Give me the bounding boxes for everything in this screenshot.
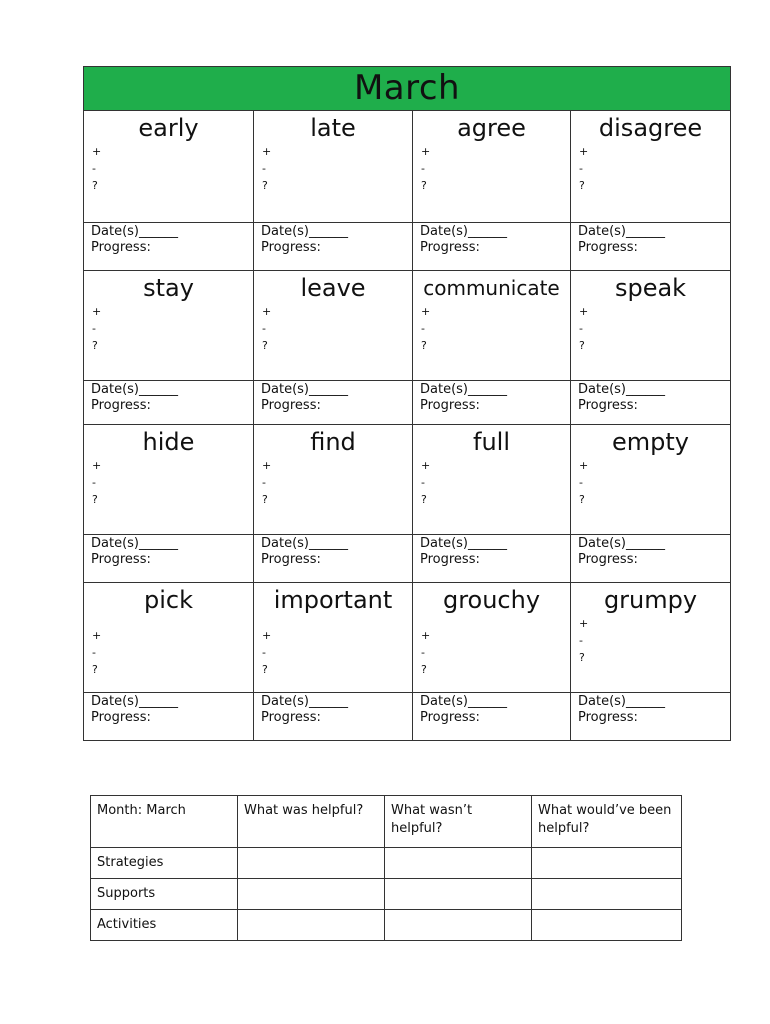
minus-mark: -: [421, 162, 425, 175]
dates-label: Date(s)______: [578, 536, 665, 551]
dates-label: Date(s)______: [261, 694, 348, 709]
rating-marks: [254, 457, 412, 508]
review-cell[interactable]: [532, 848, 682, 879]
date-progress-cell: [571, 223, 731, 271]
dates-label: Date(s)______: [420, 382, 507, 397]
minus-mark: -: [262, 476, 266, 489]
rating-marks: [571, 143, 730, 194]
minus-mark: -: [579, 476, 583, 489]
plus-mark: +: [579, 459, 589, 472]
word-cell: [413, 583, 571, 693]
question-mark: ?: [262, 493, 268, 506]
plus-mark: +: [92, 145, 102, 158]
word-label: important: [273, 586, 393, 614]
plus-mark: +: [262, 459, 272, 472]
minus-mark: -: [579, 162, 583, 175]
plus-mark: +: [421, 145, 431, 158]
progress-label: Progress:: [261, 240, 321, 255]
plus-mark: +: [579, 617, 589, 630]
progress-label: Progress:: [420, 240, 480, 255]
word-label: pick: [144, 586, 193, 614]
review-row-label: Strategies: [91, 848, 238, 879]
review-header-would-have-helped: What would’ve been helpful?: [532, 796, 682, 848]
dates-label: Date(s)______: [261, 224, 348, 239]
review-header-not-helpful: What wasn’t helpful?: [385, 796, 532, 848]
word-label: speak: [614, 274, 687, 302]
question-mark: ?: [579, 493, 585, 506]
review-cell[interactable]: [532, 879, 682, 910]
date-progress-cell: [84, 381, 254, 425]
word-cell: [571, 583, 731, 693]
review-cell[interactable]: [385, 910, 532, 941]
dates-label: Date(s)______: [91, 536, 178, 551]
date-progress-cell: [254, 381, 413, 425]
dates-label: Date(s)______: [91, 224, 178, 239]
minus-mark: -: [262, 322, 266, 335]
rating-marks: [254, 143, 412, 194]
word-label: stay: [143, 274, 194, 302]
progress-label: Progress:: [420, 398, 480, 413]
minus-mark: -: [421, 476, 425, 489]
word-label: empty: [612, 428, 690, 456]
dates-label: Date(s)______: [578, 694, 665, 709]
word-label: communicate: [423, 276, 560, 300]
dates-label: Date(s)______: [420, 694, 507, 709]
word-cell: [254, 425, 413, 535]
minus-mark: -: [92, 322, 96, 335]
rating-marks: [413, 303, 570, 354]
question-mark: ?: [92, 663, 98, 676]
progress-label: Progress:: [261, 552, 321, 567]
dates-label: Date(s)______: [91, 382, 178, 397]
word-label: early: [138, 114, 199, 142]
question-mark: ?: [421, 179, 427, 192]
date-progress-cell: [571, 693, 731, 741]
question-mark: ?: [421, 339, 427, 352]
question-mark: ?: [92, 179, 98, 192]
question-mark: ?: [92, 339, 98, 352]
word-label: disagree: [598, 114, 703, 142]
question-mark: ?: [262, 179, 268, 192]
word-cell: [84, 425, 254, 535]
word-label: agree: [457, 114, 526, 142]
dates-label: Date(s)______: [578, 224, 665, 239]
word-cell: [254, 111, 413, 223]
word-cell: [84, 583, 254, 693]
dates-label: Date(s)______: [578, 382, 665, 397]
progress-label: Progress:: [578, 398, 638, 413]
word-cell: [254, 271, 413, 381]
progress-label: Progress:: [578, 710, 638, 725]
review-row-label: Supports: [91, 879, 238, 910]
dates-label: Date(s)______: [261, 536, 348, 551]
progress-label: Progress:: [91, 240, 151, 255]
plus-mark: +: [421, 305, 431, 318]
date-progress-cell: [84, 535, 254, 583]
review-cell[interactable]: [532, 910, 682, 941]
plus-mark: +: [421, 459, 431, 472]
word-cell: [571, 271, 731, 381]
rating-marks: [84, 627, 253, 678]
rating-marks: [84, 143, 253, 194]
minus-mark: -: [92, 476, 96, 489]
word-cell: [254, 583, 413, 693]
monthly-review-table: [90, 795, 682, 941]
word-label: find: [310, 428, 356, 456]
minus-mark: -: [92, 646, 96, 659]
question-mark: ?: [421, 663, 427, 676]
word-cell: [84, 271, 254, 381]
question-mark: ?: [92, 493, 98, 506]
plus-mark: +: [421, 629, 431, 642]
review-cell[interactable]: [385, 848, 532, 879]
question-mark: ?: [262, 339, 268, 352]
dates-label: Date(s)______: [91, 694, 178, 709]
plus-mark: +: [262, 145, 272, 158]
word-label: leave: [300, 274, 366, 302]
month-title: March: [84, 67, 731, 111]
progress-label: Progress:: [420, 552, 480, 567]
date-progress-cell: [84, 223, 254, 271]
plus-mark: +: [262, 305, 272, 318]
question-mark: ?: [579, 339, 585, 352]
word-label: full: [473, 428, 510, 456]
date-progress-cell: [413, 381, 571, 425]
word-cell: [84, 111, 254, 223]
word-cell: [571, 425, 731, 535]
word-label: hide: [142, 428, 195, 456]
progress-label: Progress:: [91, 710, 151, 725]
date-progress-cell: [413, 223, 571, 271]
date-progress-cell: [84, 693, 254, 741]
word-cell: [413, 111, 571, 223]
plus-mark: +: [92, 459, 102, 472]
progress-label: Progress:: [578, 552, 638, 567]
minus-mark: -: [92, 162, 96, 175]
question-mark: ?: [579, 651, 585, 664]
progress-label: Progress:: [578, 240, 638, 255]
plus-mark: +: [262, 629, 272, 642]
plus-mark: +: [92, 629, 102, 642]
rating-marks: [84, 303, 253, 354]
plus-mark: +: [579, 305, 589, 318]
review-cell[interactable]: [238, 848, 385, 879]
review-header-helpful: What was helpful?: [238, 796, 385, 848]
question-mark: ?: [421, 493, 427, 506]
rating-marks: [571, 457, 730, 508]
review-cell[interactable]: [238, 879, 385, 910]
rating-marks: [254, 627, 412, 678]
progress-label: Progress:: [91, 552, 151, 567]
word-cell: [413, 271, 571, 381]
minus-mark: -: [262, 646, 266, 659]
vocabulary-grid: [83, 66, 731, 741]
minus-mark: -: [421, 646, 425, 659]
date-progress-cell: [254, 223, 413, 271]
date-progress-cell: [254, 535, 413, 583]
dates-label: Date(s)______: [261, 382, 348, 397]
review-cell[interactable]: [238, 910, 385, 941]
dates-label: Date(s)______: [420, 536, 507, 551]
question-mark: ?: [262, 663, 268, 676]
question-mark: ?: [579, 179, 585, 192]
rating-marks: [413, 143, 570, 194]
minus-mark: -: [579, 322, 583, 335]
date-progress-cell: [413, 535, 571, 583]
rating-marks: [571, 615, 730, 666]
minus-mark: -: [421, 322, 425, 335]
word-cell: [413, 425, 571, 535]
rating-marks: [571, 303, 730, 354]
dates-label: Date(s)______: [420, 224, 507, 239]
date-progress-cell: [254, 693, 413, 741]
rating-marks: [84, 457, 253, 508]
word-label: grumpy: [603, 586, 698, 614]
word-label: late: [310, 114, 356, 142]
word-label: grouchy: [442, 586, 541, 614]
date-progress-cell: [413, 693, 571, 741]
review-cell[interactable]: [385, 879, 532, 910]
plus-mark: +: [579, 145, 589, 158]
word-cell: [571, 111, 731, 223]
progress-label: Progress:: [261, 710, 321, 725]
rating-marks: [413, 627, 570, 678]
rating-marks: [413, 457, 570, 508]
progress-label: Progress:: [420, 710, 480, 725]
date-progress-cell: [571, 381, 731, 425]
minus-mark: -: [262, 162, 266, 175]
progress-label: Progress:: [261, 398, 321, 413]
plus-mark: +: [92, 305, 102, 318]
review-header-month: Month: March: [91, 796, 238, 848]
rating-marks: [254, 303, 412, 354]
progress-label: Progress:: [91, 398, 151, 413]
date-progress-cell: [571, 535, 731, 583]
review-row-label: Activities: [91, 910, 238, 941]
minus-mark: -: [579, 634, 583, 647]
